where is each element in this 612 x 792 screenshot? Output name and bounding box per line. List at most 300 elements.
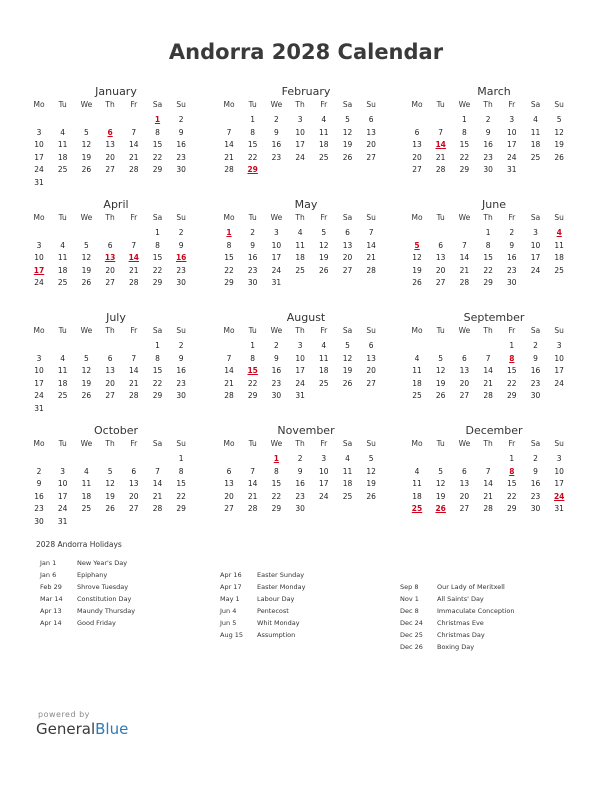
powered-by-text: powered by [38,710,90,719]
day-cell: 24 [57,504,68,513]
weekday-header: Fr [508,213,516,222]
day-cell: 17 [554,479,564,488]
day-cell: 2 [274,115,279,124]
day-cell: 21 [129,265,139,275]
day-cell: 31 [34,403,44,413]
day-cell: 29 [176,504,186,513]
day-cell: 13 [412,140,422,149]
day-cell: 23 [176,265,186,275]
day-cell: 24 [34,278,44,287]
day-cell: 27 [459,504,470,513]
holiday-name: Maundy Thursday [77,607,136,615]
day-cell: 28 [366,265,376,275]
day-cell: 30 [247,278,258,287]
day-cell: 23 [530,378,541,388]
day-cell: 5 [438,353,444,363]
month-name: June [482,198,506,211]
brand-general: General [36,720,96,738]
day-cell: 30 [176,391,186,400]
holiday-day-cell: 14 [128,253,140,262]
day-cell: 30 [176,278,186,287]
holiday-date: Sep 8 [400,583,419,591]
day-cell: 7 [131,240,137,250]
day-cell: 25 [57,165,68,174]
day-cell: 13 [366,127,376,137]
weekday-header: Fr [508,100,516,109]
day-cell: 24 [271,265,282,275]
weekday-header: Fr [130,213,138,222]
weekday-header: Mo [223,326,235,335]
weekday-header: Tu [248,326,257,335]
day-cell: 3 [321,454,327,463]
day-cell: 4 [533,115,538,124]
day-cell: 13 [105,140,115,149]
day-cell: 15 [247,140,258,149]
holiday-date: Dec 24 [400,619,423,627]
day-cell: 21 [483,378,493,388]
holiday-name: Labour Day [257,595,295,603]
holiday-date: Apr 14 [40,619,62,627]
weekday-header: Fr [320,213,328,222]
day-cell: 3 [274,228,279,237]
day-cell: 18 [554,253,564,262]
day-cell: 22 [271,491,282,501]
day-cell: 21 [459,265,470,275]
day-cell: 9 [533,466,538,476]
day-cell: 2 [178,228,184,237]
day-cell: 11 [530,127,541,137]
day-cell: 5 [438,466,444,476]
day-cell: 1 [155,341,160,350]
day-cell: 27 [366,378,376,388]
day-cell: 26 [81,391,92,400]
day-cell: 16 [34,491,44,501]
holiday-day-cell: 4 [556,228,562,237]
day-cell: 23 [176,378,186,388]
weekday-header: Fr [130,326,138,335]
day-cell: 18 [319,140,329,149]
day-cell: 11 [57,253,68,262]
day-cell: 7 [368,228,374,237]
day-cell: 28 [483,504,493,513]
day-cell: 2 [485,115,491,124]
day-cell: 26 [366,491,376,501]
day-cell: 24 [507,152,517,162]
day-cell: 6 [462,353,467,363]
day-cell: 17 [295,366,305,375]
day-cell: 12 [554,127,564,137]
day-cell: 14 [483,479,493,488]
holiday-row [400,607,580,619]
holiday-row [220,619,400,631]
day-cell: 31 [554,504,564,513]
day-cell: 24 [295,378,305,388]
day-cell: 11 [554,240,564,250]
weekday-header: Tu [58,326,67,335]
day-cell: 12 [342,127,353,137]
day-cell: 25 [81,504,92,513]
weekday-header: Su [176,439,186,448]
day-cell: 8 [155,240,160,250]
day-cell: 2 [250,228,256,237]
holiday-name: Easter Monday [257,583,306,591]
day-cell: 26 [105,504,115,513]
weekday-header: Mo [411,326,423,335]
day-cell: 8 [155,353,160,363]
day-cell: 24 [34,391,44,400]
day-cell: 2 [509,228,515,237]
day-cell: 27 [105,165,115,174]
day-cell: 25 [319,152,329,162]
weekday-header: Fr [320,326,328,335]
holiday-name: All Saints' Day [437,595,484,603]
day-cell: 13 [366,353,376,363]
holiday-row [40,607,220,619]
month-name: March [477,85,511,98]
day-cell: 19 [319,253,329,262]
day-cell: 9 [533,353,538,363]
holiday-name: Christmas Eve [437,619,484,627]
holiday-date: Feb 29 [40,583,62,591]
day-cell: 29 [483,278,493,287]
day-cell: 4 [297,228,303,237]
day-cell: 14 [152,479,163,488]
day-cell: 11 [319,127,329,137]
weekday-header: Sa [152,326,163,335]
day-cell: 8 [250,353,256,363]
day-cell: 24 [319,491,329,501]
day-cell: 12 [435,479,446,488]
holiday-date: Dec 25 [400,631,423,639]
day-cell: 20 [366,366,376,375]
day-cell: 5 [345,341,350,350]
holiday-day-cell: 26 [435,504,446,513]
day-cell: 27 [342,265,353,275]
day-cell: 22 [459,152,470,162]
day-cell: 12 [105,479,115,488]
day-cell: 1 [485,228,491,237]
month-march [411,85,574,195]
day-cell: 22 [176,491,186,501]
weekday-header: Tu [436,326,445,335]
day-cell: 10 [34,140,44,149]
day-cell: 16 [295,479,305,488]
weekday-header: We [458,326,471,335]
holiday-day-cell: 14 [435,140,446,149]
weekday-header: Mo [33,100,45,109]
day-cell: 11 [81,479,92,488]
day-cell: 24 [530,265,541,275]
weekday-header: Mo [33,213,45,222]
day-cell: 28 [129,391,139,400]
day-cell: 30 [271,391,282,400]
holiday-date: Dec 26 [400,643,423,651]
day-cell: 7 [131,353,137,363]
day-cell: 22 [507,491,517,501]
day-cell: 28 [459,278,470,287]
day-cell: 22 [483,265,493,275]
weekday-header: Sa [342,439,353,448]
day-cell: 3 [509,115,515,124]
day-cell: 9 [297,466,303,476]
weekday-header: Mo [411,213,423,222]
day-cell: 29 [152,165,163,174]
day-cell: 5 [321,228,327,237]
day-cell: 19 [435,378,446,388]
month-july [33,311,196,421]
weekday-header: Tu [58,100,67,109]
holiday-name: Immaculate Conception [437,607,515,615]
day-cell: 11 [319,353,329,363]
day-cell: 7 [462,240,467,250]
day-cell: 9 [36,479,42,488]
month-name: December [465,424,523,437]
day-cell: 7 [485,466,491,476]
day-cell: 11 [412,479,422,488]
day-cell: 15 [152,140,163,149]
day-cell: 17 [507,140,517,149]
holiday-name: Shrove Tuesday [77,583,129,591]
month-august [223,311,386,421]
month-october [33,424,196,534]
holiday-column [400,583,580,655]
weekday-header: Tu [436,100,445,109]
month-february [223,85,386,195]
weekday-header: Su [366,439,376,448]
weekday-header: Fr [130,439,138,448]
day-cell: 23 [247,265,258,275]
day-cell: 16 [507,253,517,262]
day-cell: 29 [459,165,470,174]
day-cell: 12 [81,366,92,375]
day-cell: 26 [81,278,92,287]
holiday-row [400,643,580,655]
day-cell: 13 [435,253,446,262]
day-cell: 11 [57,366,68,375]
day-cell: 7 [226,353,232,363]
holiday-day-cell: 6 [107,127,113,137]
holiday-row [40,559,220,571]
holiday-name: Epiphany [77,571,108,579]
day-cell: 30 [34,516,44,526]
holiday-day-cell: 24 [553,491,565,501]
day-cell: 26 [81,165,92,174]
month-may [223,198,386,308]
day-cell: 19 [366,479,376,488]
weekday-header: We [270,439,283,448]
weekday-header: Su [554,326,564,335]
day-cell: 11 [57,140,68,149]
day-cell: 29 [224,278,234,287]
holiday-day-cell: 8 [509,466,515,476]
holiday-column [220,571,400,643]
weekday-header: Th [105,326,115,335]
day-cell: 28 [129,165,139,174]
day-cell: 9 [509,240,515,250]
holiday-row [220,631,400,643]
weekday-header: Tu [248,439,257,448]
day-cell: 20 [129,491,139,501]
day-cell: 21 [224,378,234,388]
holiday-day-cell: 1 [226,228,232,237]
weekday-header: We [458,100,471,109]
day-cell: 12 [81,140,92,149]
holiday-date: Mar 14 [40,595,63,603]
day-cell: 18 [342,479,353,488]
day-cell: 17 [530,253,541,262]
day-cell: 10 [554,466,564,476]
day-cell: 25 [295,265,305,275]
day-cell: 13 [459,366,470,375]
day-cell: 19 [342,140,353,149]
weekday-header: Th [483,326,493,335]
day-cell: 5 [84,353,89,363]
month-name: April [103,198,129,211]
day-cell: 26 [342,378,353,388]
weekday-header: Mo [223,213,235,222]
day-cell: 31 [57,516,68,526]
day-cell: 14 [224,366,234,375]
day-cell: 7 [485,353,491,363]
weekday-header: We [80,326,93,335]
day-cell: 20 [105,152,115,162]
day-cell: 26 [319,265,329,275]
weekday-header: We [270,326,283,335]
holiday-day-cell: 17 [33,265,45,275]
holiday-day-cell: 29 [247,165,258,174]
day-cell: 6 [131,466,137,476]
weekday-header: Th [295,213,305,222]
day-cell: 18 [319,366,329,375]
day-cell: 20 [224,491,234,501]
holiday-name: Assumption [257,631,296,639]
day-cell: 15 [507,479,517,488]
day-cell: 28 [152,504,163,513]
day-cell: 18 [81,491,92,501]
day-cell: 8 [462,127,467,137]
day-cell: 3 [297,341,303,350]
day-cell: 15 [483,253,493,262]
day-cell: 15 [224,253,234,262]
holiday-date: Jun 5 [220,619,237,627]
day-cell: 18 [57,152,68,162]
brand-logo[interactable] [36,720,128,738]
weekday-header: Su [366,213,376,222]
holiday-day-cell: 1 [273,454,279,463]
day-cell: 17 [34,378,44,388]
day-cell: 14 [247,479,258,488]
weekday-header: Th [295,100,305,109]
day-cell: 4 [60,353,66,363]
day-cell: 26 [554,152,564,162]
day-cell: 2 [533,454,538,463]
day-cell: 29 [507,391,517,400]
day-cell: 2 [297,454,303,463]
day-cell: 7 [155,466,160,476]
day-cell: 10 [295,127,305,137]
day-cell: 27 [459,391,470,400]
day-cell: 25 [342,491,353,501]
day-cell: 15 [152,366,163,375]
day-cell: 23 [271,378,282,388]
day-cell: 7 [226,127,232,137]
day-cell: 23 [530,491,541,501]
day-cell: 19 [342,366,353,375]
weekday-header: Mo [411,439,423,448]
holiday-row [220,583,400,595]
day-cell: 31 [34,177,44,187]
day-cell: 27 [366,152,376,162]
day-cell: 28 [483,391,493,400]
month-name: August [286,311,326,324]
holiday-row [400,583,580,595]
day-cell: 25 [57,278,68,287]
day-cell: 29 [271,504,282,513]
day-cell: 13 [459,479,470,488]
day-cell: 8 [226,240,232,250]
weekday-header: Mo [33,439,45,448]
day-cell: 6 [226,466,232,476]
day-cell: 8 [250,127,256,137]
weekday-header: Th [483,100,493,109]
day-cell: 10 [554,353,564,363]
weekday-header: Su [176,213,186,222]
holiday-date: Nov 1 [400,595,419,603]
day-cell: 19 [81,378,92,388]
weekday-header: We [80,213,93,222]
weekday-header: Sa [530,326,541,335]
day-cell: 16 [271,366,282,375]
month-january [33,85,196,195]
holiday-day-cell: 13 [104,253,116,262]
day-cell: 5 [84,240,89,250]
weekday-header: Mo [411,100,423,109]
day-cell: 6 [368,115,374,124]
day-cell: 22 [247,378,258,388]
day-cell: 21 [247,491,258,501]
day-cell: 1 [155,228,160,237]
month-november [223,424,386,534]
day-cell: 2 [274,341,279,350]
day-cell: 12 [319,240,329,250]
day-cell: 15 [271,479,282,488]
day-cell: 10 [271,240,282,250]
weekday-header: We [458,213,471,222]
weekday-header: Sa [342,326,353,335]
weekday-header: Tu [248,100,257,109]
day-cell: 15 [507,366,517,375]
day-cell: 10 [319,466,329,476]
holiday-day-cell: 16 [175,253,187,262]
day-cell: 8 [178,466,184,476]
holiday-name: Easter Sunday [257,571,305,579]
weekday-header: Th [295,326,305,335]
weekday-header: Th [105,439,115,448]
day-cell: 29 [152,278,163,287]
month-name: January [95,85,137,98]
day-cell: 2 [533,341,538,350]
holiday-date: May 1 [220,595,240,603]
day-cell: 4 [84,466,89,476]
month-name: May [294,198,318,211]
day-cell: 22 [152,265,163,275]
holiday-day-cell: 8 [509,353,515,363]
day-cell: 5 [345,115,350,124]
holiday-date: Jan 1 [40,559,57,567]
day-cell: 5 [556,115,562,124]
holiday-date: Jan 6 [40,571,57,579]
weekday-header: Sa [530,213,541,222]
